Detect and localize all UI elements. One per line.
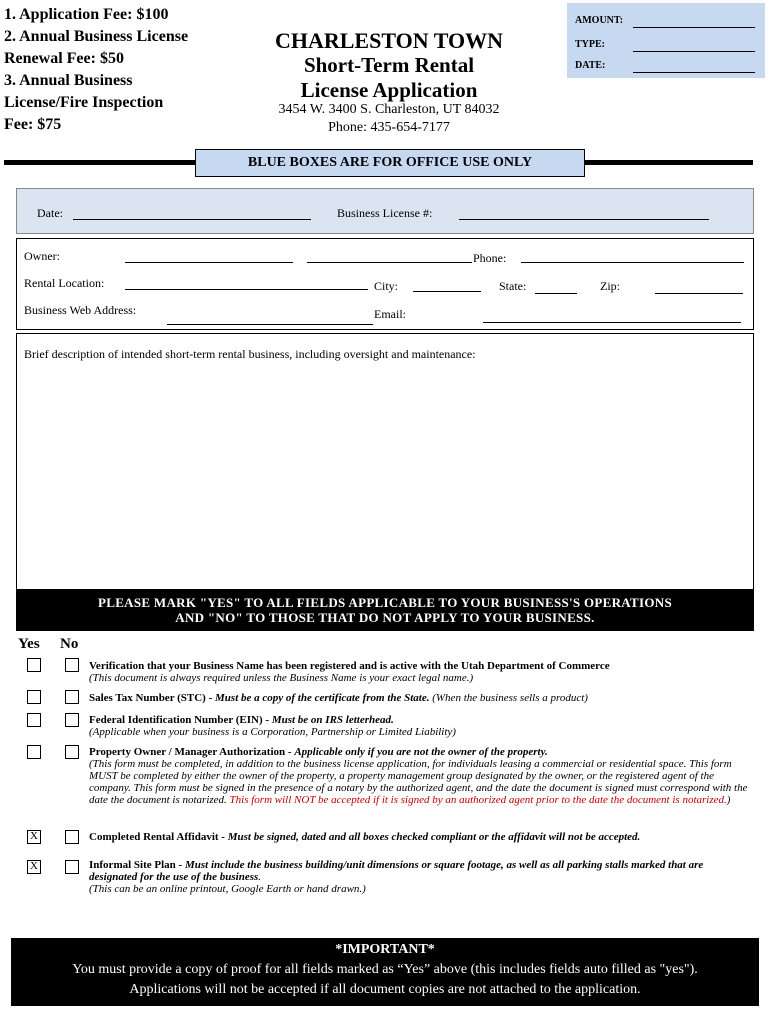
important-heading: *IMPORTANT*	[335, 942, 435, 957]
mark-instructions-line2: AND "NO" TO THOSE THAT DO NOT APPLY TO YOUR BUSINESS.	[175, 610, 595, 625]
office-date-label: DATE:	[575, 60, 606, 71]
divider	[585, 160, 753, 165]
type-field[interactable]	[633, 39, 755, 52]
amount-label: AMOUNT:	[575, 15, 624, 26]
important-line1: You must provide a copy of proof for all fields marked as “Yes” above (this includes fields auto filled as "yes").	[72, 962, 698, 977]
yes-header: Yes	[18, 636, 40, 652]
item4-text	[89, 746, 749, 806]
item1-no-checkbox[interactable]	[65, 658, 79, 672]
fee-line: 3. Annual Business	[4, 72, 133, 89]
email-label: Email:	[374, 307, 406, 321]
item1-note: (This document is always required unless the Business Name is your exact legal name.)	[89, 672, 474, 684]
item4-note: (This form must be completed, in addition to the business license application, for individuals leasing a commercial or residential space. This form MUST be completed by either the owner of the property, a property management group designated by the owner, or the registered agent of the company. This form must be signed in the presence of a notary by the authorized agent, and the date the document is signed must correspond with the date the document is notarized.	[89, 758, 748, 806]
town-phone: Phone: 435-654-7177	[328, 120, 450, 135]
no-header: No	[60, 636, 79, 652]
mark-instructions-line1: PLEASE MARK "YES" TO ALL FIELDS APPLICABLE TO YOUR BUSINESS'S OPERATIONS	[97, 595, 672, 610]
form-title-line1: Short-Term Rental	[303, 53, 475, 77]
item4-yes-checkbox[interactable]	[27, 745, 41, 759]
item2-tail: (When the business sells a product)	[429, 692, 588, 704]
divider	[4, 160, 195, 165]
item3-title: Federal Identification Number (EIN) -	[89, 714, 272, 726]
phone-field[interactable]	[521, 248, 744, 263]
office-date-field[interactable]	[633, 60, 755, 73]
item5-title: Completed Rental Affidavit -	[89, 831, 228, 843]
fee-line: Renewal Fee: $50	[4, 50, 124, 67]
item3-yes-checkbox[interactable]	[27, 713, 41, 727]
town-address: 3454 W. 3400 S. Charleston, UT 84032	[278, 102, 500, 117]
license-label: Business License #:	[337, 206, 433, 220]
description-section[interactable]	[16, 333, 754, 591]
item6-requirement: Must include the business building/unit dimensions or square footage, as well as all parking stalls marked that are designated for the use of the business	[89, 859, 704, 883]
item6-no-checkbox[interactable]	[65, 860, 79, 874]
zip-field[interactable]	[655, 279, 743, 294]
email-field[interactable]	[483, 308, 741, 323]
item6-note: (This can be an online printout, Google Earth or hand drawn.)	[89, 883, 366, 895]
item4-requirement: Applicable only if you are not the owner of the property.	[294, 746, 548, 758]
item1-title: Verification that your Business Name has been registered and is active with the Utah Department of Commerce	[89, 660, 610, 672]
owner-first-field[interactable]	[125, 248, 293, 263]
item6-title: Informal Site Plan -	[89, 859, 185, 871]
state-label: State:	[499, 279, 527, 293]
office-use-banner: BLUE BOXES ARE FOR OFFICE USE ONLY	[195, 149, 585, 177]
item4-close: )	[726, 794, 731, 806]
item2-text	[89, 692, 759, 704]
item2-no-checkbox[interactable]	[65, 690, 79, 704]
item6-text	[89, 859, 749, 895]
web-address-label: Business Web Address:	[24, 303, 137, 317]
state-field[interactable]	[535, 279, 577, 294]
form-title-line2: License Application	[300, 78, 478, 102]
item3-no-checkbox[interactable]	[65, 713, 79, 727]
item2-yes-checkbox[interactable]	[27, 690, 41, 704]
item4-title: Property Owner / Manager Authorization -	[89, 746, 295, 758]
type-row	[575, 39, 755, 53]
fee-line: 2. Annual Business License	[4, 28, 189, 45]
amount-row	[575, 15, 755, 29]
item6-yes-checkbox[interactable]: X	[27, 860, 41, 874]
license-field[interactable]	[459, 205, 709, 220]
city-label: City:	[374, 279, 399, 293]
phone-label: Phone:	[473, 251, 507, 265]
amount-field[interactable]	[633, 15, 755, 28]
fee-line: License/Fire Inspection	[4, 94, 164, 111]
date-field[interactable]	[73, 205, 311, 220]
owner-section	[16, 238, 754, 330]
item3-text	[89, 714, 759, 738]
item1-yes-checkbox[interactable]	[27, 658, 41, 672]
office-use-box	[567, 3, 765, 78]
item5-requirement: Must be signed, dated and all boxes checked compliant or the affidavit will not be accepted.	[227, 831, 641, 843]
town-name: CHARLESTON TOWN	[274, 28, 503, 53]
rental-location-label: Rental Location:	[24, 276, 105, 290]
owner-label: Owner:	[24, 249, 60, 263]
fee-line: 1. Application Fee: $100	[4, 6, 169, 23]
item5-text	[89, 831, 759, 843]
date-label: Date:	[37, 206, 63, 220]
date-row	[575, 60, 755, 74]
mark-instructions-banner	[16, 589, 754, 631]
item2-title: Sales Tax Number (STC) -	[89, 692, 216, 704]
owner-last-field[interactable]	[307, 248, 472, 263]
item4-no-checkbox[interactable]	[65, 745, 79, 759]
rental-location-field[interactable]	[125, 275, 368, 290]
important-line2: Applications will not be accepted if all document copies are not attached to the application.	[129, 982, 641, 997]
item1-text	[89, 660, 759, 684]
office-fields-box	[16, 188, 754, 234]
description-label: Brief description of intended short-term rental business, including oversight and maintenance:	[24, 347, 476, 361]
web-address-field[interactable]	[167, 310, 373, 325]
item5-no-checkbox[interactable]	[65, 830, 79, 844]
city-field[interactable]	[413, 277, 481, 292]
item4-warning: This form will NOT be accepted if it is signed by an authorized agent prior to the date the document is notarized.	[229, 794, 727, 806]
item3-requirement: Must be on IRS letterhead.	[271, 714, 394, 726]
item5-yes-checkbox[interactable]: X	[27, 830, 41, 844]
zip-label: Zip:	[600, 279, 620, 293]
fee-list	[4, 4, 224, 136]
item6-dot: .	[258, 871, 262, 883]
item2-requirement: Must be a copy of the certificate from the State.	[215, 692, 430, 704]
important-notice	[11, 938, 759, 1006]
type-label: TYPE:	[575, 39, 605, 50]
fee-line: Fee: $75	[4, 116, 62, 133]
item3-note: (Applicable when your business is a Corporation, Partnership or Limited Liability)	[89, 726, 456, 738]
